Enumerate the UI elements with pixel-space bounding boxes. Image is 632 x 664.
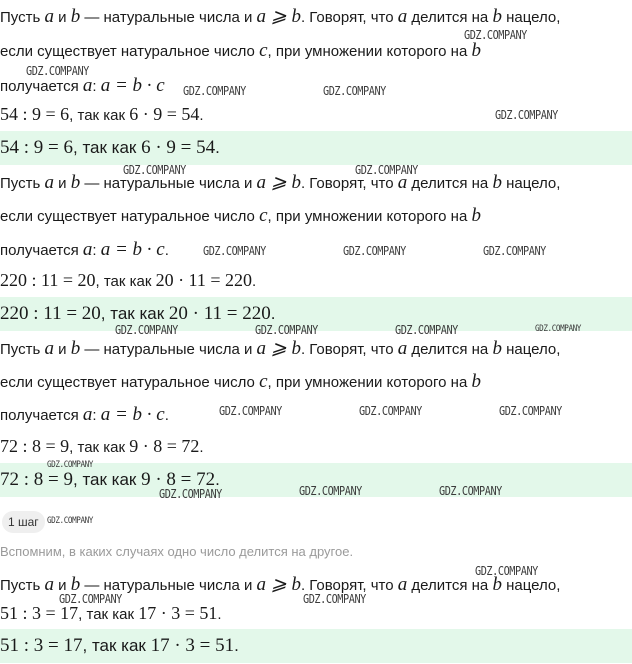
answer-highlight [0, 131, 632, 165]
watermark: GDZ.COMPANY [299, 484, 362, 498]
step-hint: Вспомним, в каких случаях одно число делится на другое. [0, 544, 354, 559]
watermark: GDZ.COMPANY [47, 460, 93, 470]
watermark: GDZ.COMPANY [395, 323, 458, 337]
answer-line: 220 : 11 = 20, так как 20 · 11 = 220. [0, 303, 276, 324]
example-line: 51 : 3 = 17, так как 17 · 3 = 51. [0, 603, 222, 623]
watermark: GDZ.COMPANY [159, 487, 222, 501]
watermark: GDZ.COMPANY [355, 163, 418, 177]
watermark: GDZ.COMPANY [483, 244, 546, 258]
example-line: 72 : 8 = 9, так как 9 · 8 = 72. [0, 436, 204, 456]
watermark: GDZ.COMPANY [26, 64, 89, 78]
watermark: GDZ.COMPANY [303, 592, 366, 606]
definition-line-2: если существует натуральное число c, при умножении которого на b [0, 40, 481, 61]
watermark: GDZ.COMPANY [535, 324, 581, 334]
answer-line: 51 : 3 = 17, так как 17 · 3 = 51. [0, 635, 239, 656]
example-line: 220 : 11 = 20, так как 20 · 11 = 220. [0, 270, 257, 290]
watermark: GDZ.COMPANY [47, 516, 93, 526]
definition-line-2: если существует натуральное число c, при умножении которого на b [0, 371, 481, 392]
answer-line: 54 : 9 = 6, так как 6 · 9 = 54. [0, 137, 220, 158]
watermark: GDZ.COMPANY [123, 163, 186, 177]
watermark: GDZ.COMPANY [475, 564, 538, 578]
watermark: GDZ.COMPANY [439, 484, 502, 498]
watermark: GDZ.COMPANY [499, 404, 562, 418]
definition-line-3: получается a: a = b · c. [0, 239, 169, 260]
watermark: GDZ.COMPANY [203, 244, 266, 258]
watermark: GDZ.COMPANY [495, 108, 558, 122]
watermark: GDZ.COMPANY [464, 28, 527, 42]
step-badge[interactable]: 1 шаг [2, 511, 45, 533]
example-line: 54 : 9 = 6, так как 6 · 9 = 54. [0, 104, 204, 124]
definition-line-1: Пусть a и b — натуральные числа и a ⩾ b. Говорят, что a делится на b нацело, [0, 172, 561, 193]
watermark: GDZ.COMPANY [59, 592, 122, 606]
watermark: GDZ.COMPANY [343, 244, 406, 258]
watermark: GDZ.COMPANY [359, 404, 422, 418]
watermark: GDZ.COMPANY [115, 323, 178, 337]
definition-line-2: если существует натуральное число c, при умножении которого на b [0, 205, 481, 226]
definition-line-3: получается a: a = b · c [0, 75, 165, 96]
definition-line-1: Пусть a и b — натуральные числа и a ⩾ b. Говорят, что a делится на b нацело, [0, 6, 561, 27]
watermark: GDZ.COMPANY [255, 323, 318, 337]
definition-line-1: Пусть a и b — натуральные числа и a ⩾ b. Говорят, что a делится на b нацело, [0, 338, 561, 359]
watermark: GDZ.COMPANY [219, 404, 282, 418]
watermark: GDZ.COMPANY [183, 84, 246, 98]
answer-highlight [0, 629, 632, 663]
answer-line: 72 : 8 = 9, так как 9 · 8 = 72. [0, 469, 220, 490]
watermark: GDZ.COMPANY [323, 84, 386, 98]
definition-line-1: Пусть a и b — натуральные числа и a ⩾ b. Говорят, что a делится на b нацело, [0, 574, 561, 595]
definition-line-3: получается a: a = b · c. [0, 404, 169, 425]
